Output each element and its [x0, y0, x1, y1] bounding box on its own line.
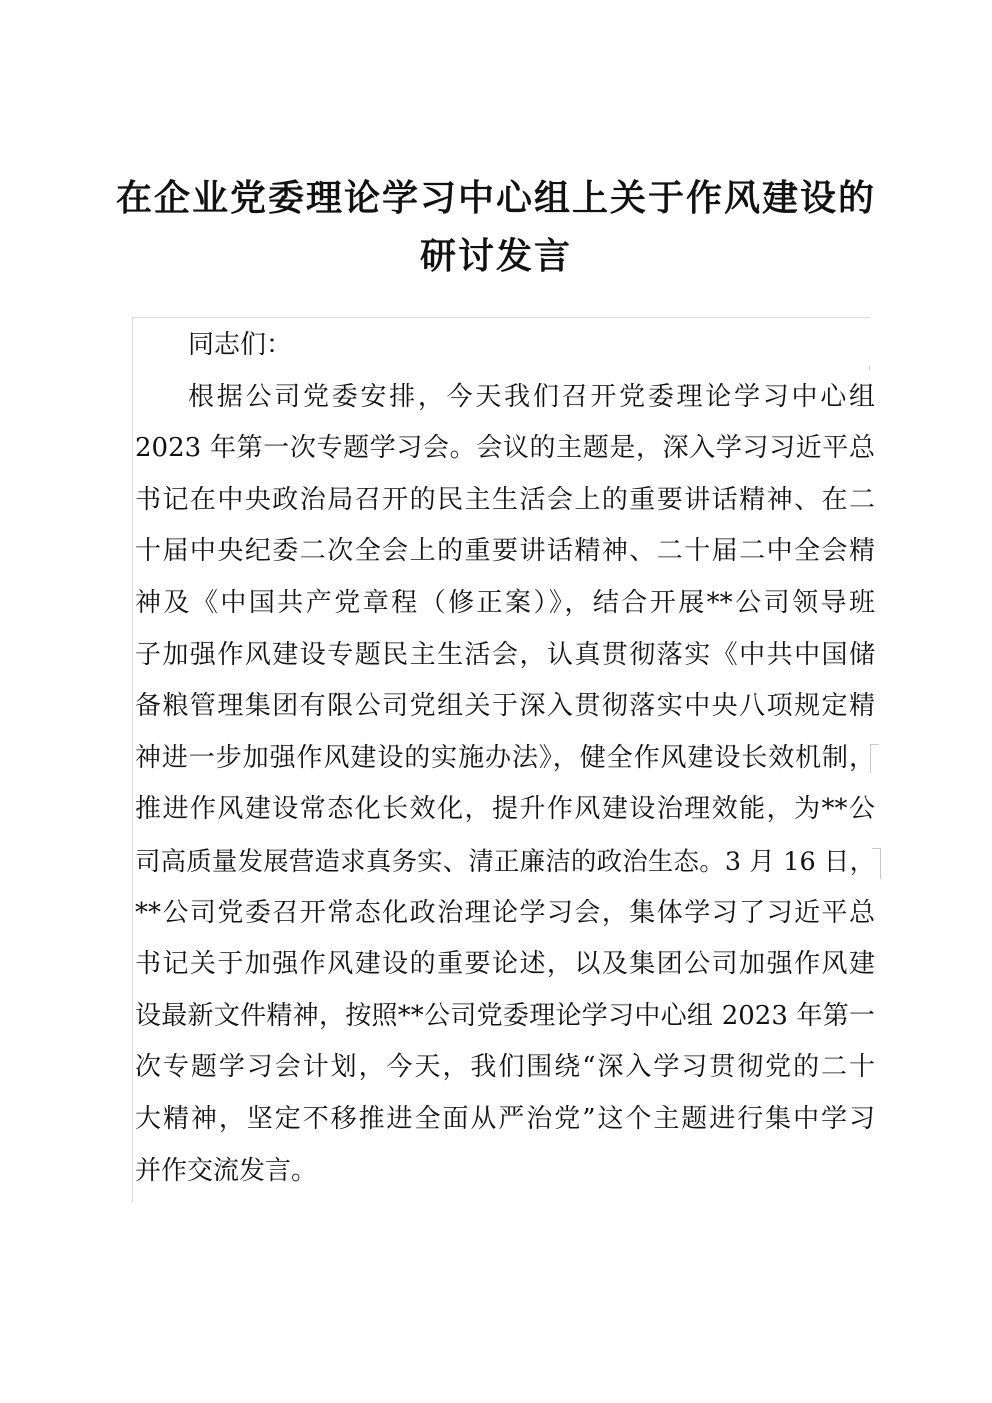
document-body [135, 320, 875, 1197]
paragraph-line: 大精神，坚定不移推进全面从严治党”这个主题进行集中学习 [135, 1103, 875, 1134]
text-boundary-top [133, 317, 870, 318]
paragraph-line: 备粮管理集团有限公司党组关于深入贯彻落实中央八项规定精 [135, 691, 875, 722]
paragraph-line: 2023 年第一次专题学习会。会议的主题是，深入学习习近平总 [135, 433, 875, 464]
paragraph-line: 并作交流发言。 [135, 1155, 318, 1186]
paragraph-line: 推进作风建设常态化长效化，提升作风建设治理效能，为**公 [135, 794, 875, 825]
paragraph-line: 书记关于加强作风建设的重要论述，以及集团公司加强作风建 [135, 949, 875, 980]
paragraph-line: 设最新文件精神，按照**公司党委理论学习中心组 2023 年第一 [135, 1000, 875, 1031]
paragraph-line: 根据公司党委安排，今天我们召开党委理论学习中心组 [188, 381, 875, 412]
paragraph-line: 十届中央纪委二次全会上的重要讲话精神、二十届二中全会精 [135, 536, 875, 567]
paragraph-line: **公司党委召开常态化政治理论学习会，集体学习了习近平总 [135, 897, 875, 928]
document-title [110, 170, 882, 286]
text-boundary-left [132, 317, 133, 1202]
greeting: 同志们： [188, 330, 293, 360]
paragraph-line: 司高质量发展营造求真务实、清正廉洁的政治生态。3 月 16 日， [135, 845, 875, 876]
paragraph-line: 书记在中央政治局召开的民主生活会上的重要讲话精神、在二 [135, 484, 875, 515]
paragraph-line: 次专题学习会计划，今天，我们围绕“深入学习贯彻党的二十 [135, 1052, 875, 1083]
paragraph-line: 神及《中国共产党章程（修正案）》，结合开展**公司领导班 [135, 587, 875, 618]
title-line-2: 研讨发言 [419, 236, 572, 277]
paragraph-line: 神进一步加强作风建设的实施办法》，健全作风建设长效机制， [135, 742, 875, 773]
title-line-1: 在企业党委理论学习中心组上关于作风建设的 [115, 178, 876, 219]
paragraph-line: 子加强作风建设专题民主生活会，认真贯彻落实《中共中国储 [135, 639, 875, 670]
